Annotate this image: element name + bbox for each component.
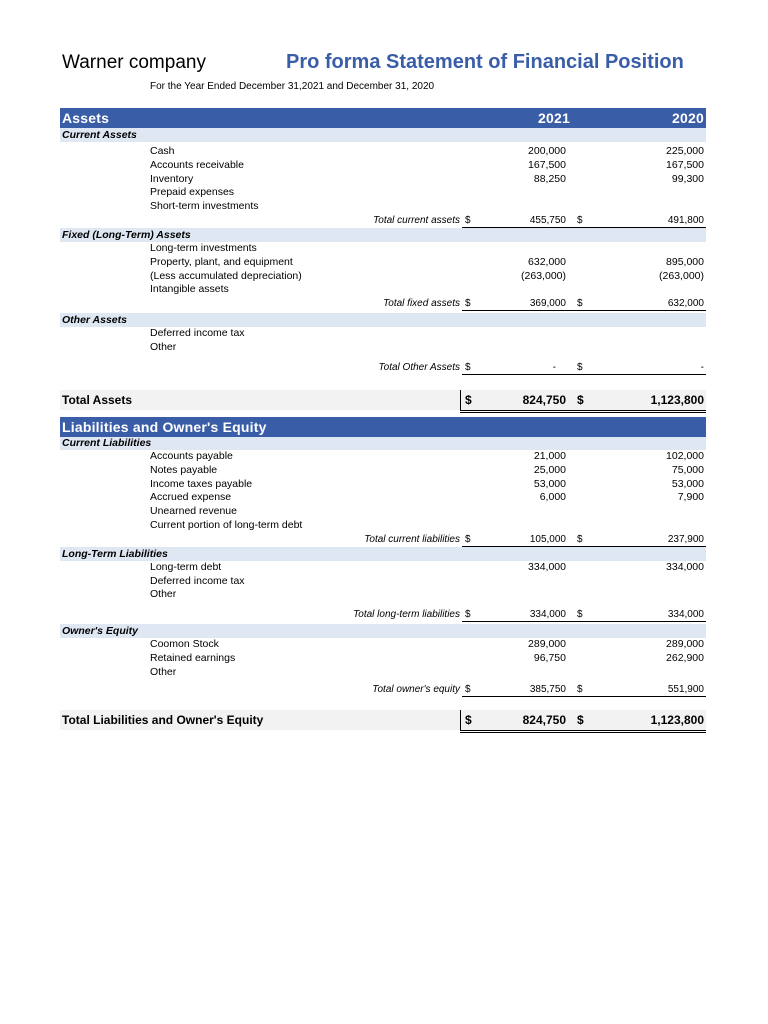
subtotal-2020: 334,000 — [667, 609, 704, 621]
value-2021: 200,000 — [528, 145, 566, 157]
line-item-name: Short-term investments — [150, 200, 259, 213]
line-item-name: Property, plant, and equipment — [150, 255, 293, 268]
line-item-name: Intangible assets — [150, 283, 229, 296]
line-item — [60, 666, 706, 680]
value-2020: (263,000) — [659, 269, 704, 282]
subtotal-2020: 632,000 — [667, 298, 704, 310]
currency-sign: $ — [465, 214, 471, 226]
line-item-name: Notes payable — [150, 463, 218, 476]
total-box-edge — [460, 710, 461, 730]
subtotal-label: Total current liabilities — [364, 533, 460, 545]
subtotal-2020: 491,800 — [667, 214, 704, 226]
value-2021: 6,000 — [539, 491, 566, 504]
currency-sign: $ — [577, 712, 584, 727]
subtotal-row — [60, 297, 706, 311]
line-item — [60, 491, 706, 505]
currency-sign: $ — [577, 609, 583, 621]
subtotal-2021: 385,750 — [529, 683, 566, 695]
subtotal-2021: 105,000 — [529, 533, 566, 545]
double-underline — [460, 730, 706, 733]
line-item — [60, 173, 706, 187]
line-item-name: Other — [150, 588, 177, 601]
currency-sign: $ — [577, 392, 584, 407]
subtotal-row — [60, 683, 706, 697]
value-2021: 632,000 — [528, 255, 566, 268]
total-box-edge — [460, 390, 461, 410]
line-item — [60, 450, 706, 464]
line-item-name: Deferred income tax — [150, 327, 245, 340]
currency-sign: $ — [465, 683, 471, 695]
value-2020: 262,900 — [666, 651, 704, 664]
line-item-name: Prepaid expenses — [150, 186, 235, 199]
liabilities-header-label: Liabilities and Owner's Equity — [62, 419, 267, 435]
fixed-assets-label: Fixed (Long-Term) Assets — [62, 228, 191, 241]
value-2020: 334,000 — [666, 560, 704, 573]
currency-sign: $ — [577, 298, 583, 310]
value-2021: 334,000 — [528, 560, 566, 573]
currency-sign: $ — [465, 712, 472, 727]
line-item — [60, 464, 706, 478]
value-2020: 225,000 — [666, 145, 704, 157]
value-2021: 21,000 — [533, 450, 566, 462]
value-2021: 88,250 — [533, 172, 566, 185]
currency-sign: $ — [465, 533, 471, 545]
assets-header — [60, 108, 706, 128]
line-item-name: Inventory — [150, 172, 194, 185]
longterm-liabilities-label: Long-Term Liabilities — [62, 547, 168, 560]
line-item-name: Unearned revenue — [150, 505, 237, 518]
period-subtitle: For the Year Ended December 31,2021 and December 31, 2020 — [150, 81, 435, 92]
line-item-name: Cash — [150, 145, 175, 157]
line-item-name: Coomon Stock — [150, 638, 219, 651]
currency-sign: $ — [577, 683, 583, 695]
total-assets-label: Total Assets — [62, 392, 133, 407]
subtotal-label: Total Other Assets — [378, 361, 460, 373]
total-liabilities-equity-row — [60, 710, 706, 730]
line-item — [60, 652, 706, 666]
year-2021-header: 2021 — [538, 110, 570, 126]
line-item — [60, 159, 706, 173]
subtotal-row — [60, 608, 706, 622]
currency-sign: $ — [577, 214, 583, 226]
line-item — [60, 561, 706, 575]
value-2021: 289,000 — [528, 638, 566, 651]
subtotal-label: Total current assets — [373, 214, 460, 226]
subtotal-row — [60, 214, 706, 228]
line-item-name: Deferred income tax — [150, 574, 245, 587]
line-item — [60, 575, 706, 589]
value-2021: 53,000 — [533, 477, 566, 490]
line-item-name: Current portion of long-term debt — [150, 518, 303, 531]
line-item — [60, 270, 706, 284]
line-item-name: Accounts payable — [150, 450, 233, 462]
value-2020: 99,300 — [671, 172, 704, 185]
subtotal-label: Total fixed assets — [383, 298, 460, 310]
line-item — [60, 341, 706, 355]
assets-header-label: Assets — [62, 110, 110, 126]
total-assets-2021: 824,750 — [522, 392, 566, 407]
value-2021: (263,000) — [521, 269, 566, 282]
total-assets-row — [60, 390, 706, 410]
subtotal-rule — [462, 374, 706, 375]
statement-title: Pro forma Statement of Financial Position — [286, 51, 684, 73]
currency-sign: $ — [577, 361, 583, 373]
value-2020: 7,900 — [677, 491, 704, 504]
subtotal-row — [60, 533, 706, 547]
line-item — [60, 478, 706, 492]
line-item-name: (Less accumulated depreciation) — [150, 269, 302, 282]
total-liabilities-equity-label: Total Liabilities and Owner's Equity — [62, 712, 264, 727]
subtotal-row — [60, 361, 706, 375]
owners-equity-band — [60, 624, 706, 638]
line-item-name: Long-term debt — [150, 560, 222, 573]
line-item — [60, 505, 706, 519]
current-assets-label: Current Assets — [62, 129, 137, 141]
line-item — [60, 186, 706, 200]
company-name: Warner company — [62, 52, 206, 73]
currency-sign: $ — [577, 533, 583, 545]
subtotal-label: Total owner's equity — [372, 683, 460, 695]
line-item-name: Other — [150, 665, 177, 678]
value-2021: 25,000 — [533, 463, 566, 476]
subtotal-2021: 369,000 — [529, 298, 566, 310]
year-2020-header: 2020 — [672, 110, 704, 126]
owners-equity-label: Owner's Equity — [62, 625, 139, 638]
other-assets-band — [60, 313, 706, 327]
value-2021: 96,750 — [533, 651, 566, 664]
subtotal-2020: - — [700, 361, 704, 373]
line-item-name: Long-term investments — [150, 241, 257, 254]
line-item — [60, 145, 706, 159]
line-item-name: Retained earnings — [150, 651, 236, 664]
line-item-name: Income taxes payable — [150, 477, 253, 490]
liabilities-header — [60, 417, 706, 437]
line-item — [60, 242, 706, 256]
current-liabilities-label: Current Liabilities — [62, 437, 152, 449]
subtotal-rule — [462, 310, 706, 311]
subtotal-label: Total long-term liabilities — [353, 609, 460, 621]
line-item-name: Accounts receivable — [150, 158, 244, 171]
currency-sign: $ — [465, 392, 472, 407]
total-liabilities-equity-2021: 824,750 — [522, 712, 566, 727]
subtotal-rule — [462, 696, 706, 697]
subtotal-2021: 334,000 — [529, 609, 566, 621]
value-2021: 167,500 — [528, 158, 566, 171]
double-underline — [460, 410, 706, 413]
value-2020: 53,000 — [671, 477, 704, 490]
line-item — [60, 327, 706, 341]
line-item-name: Accrued expense — [150, 491, 232, 504]
line-item — [60, 256, 706, 270]
value-2020: 75,000 — [671, 463, 704, 476]
line-item — [60, 200, 706, 214]
subtotal-2020: 551,900 — [667, 683, 704, 695]
total-assets-2020: 1,123,800 — [650, 392, 704, 407]
line-item — [60, 519, 706, 533]
subtotal-rule — [462, 621, 706, 622]
assets-section — [60, 108, 706, 410]
currency-sign: $ — [465, 609, 471, 621]
value-2020: 102,000 — [666, 450, 704, 462]
subtotal-2021: - — [552, 361, 556, 373]
liabilities-section — [60, 417, 706, 730]
longterm-liabilities-band — [60, 547, 706, 561]
currency-sign: $ — [465, 298, 471, 310]
current-assets-band — [60, 128, 706, 142]
value-2020: 289,000 — [666, 638, 704, 651]
other-assets-label: Other Assets — [62, 314, 127, 327]
current-liabilities-band — [60, 437, 706, 450]
line-item-name: Other — [150, 340, 177, 353]
total-liabilities-equity-2020: 1,123,800 — [650, 712, 704, 727]
fixed-assets-band — [60, 228, 706, 242]
line-item — [60, 588, 706, 602]
value-2020: 167,500 — [666, 158, 704, 171]
currency-sign: $ — [465, 361, 471, 373]
subtotal-2020: 237,900 — [667, 533, 704, 545]
subtotal-2021: 455,750 — [529, 214, 566, 226]
line-item — [60, 638, 706, 652]
value-2020: 895,000 — [666, 255, 704, 268]
line-item — [60, 283, 706, 297]
